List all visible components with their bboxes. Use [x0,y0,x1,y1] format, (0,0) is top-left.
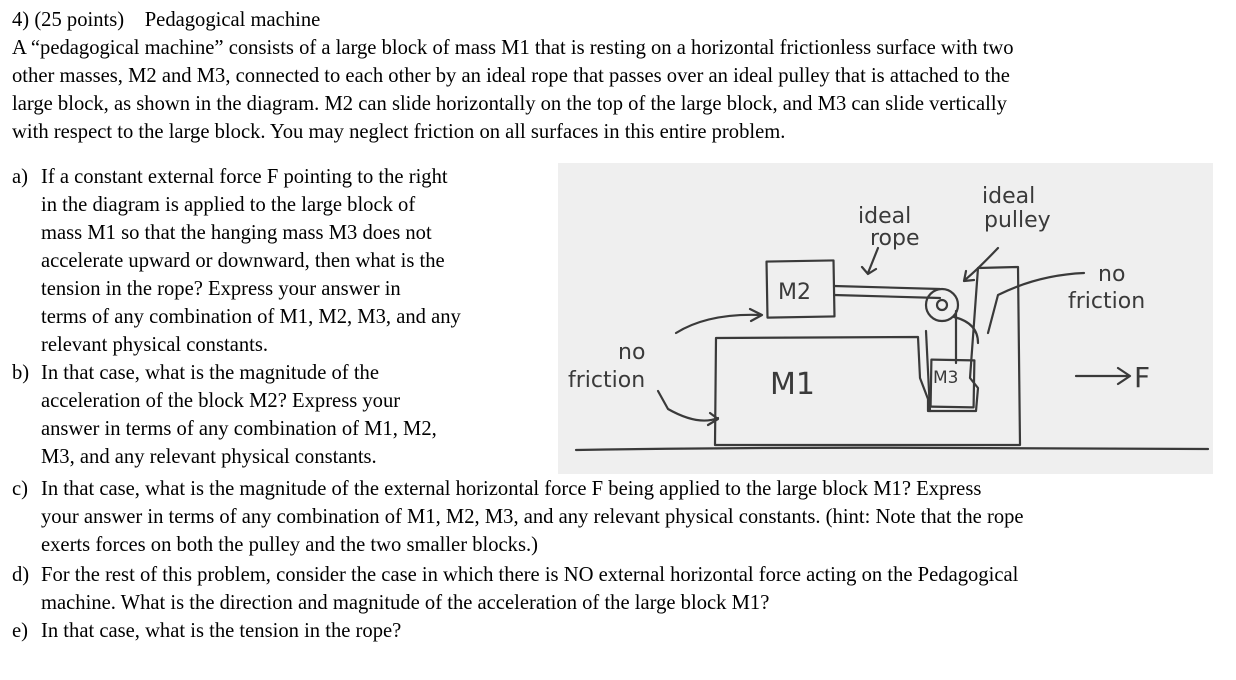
part-c-line-2: your answer in terms of any combination of M1, M2, M3, and any relevant physical constants. (hint: Note that the rope [41,506,1024,528]
part-b-line-2: acceleration of the block M2? Express your [41,390,401,412]
part-b-line-1: In that case, what is the magnitude of the [41,362,379,384]
part-a-label: a) [12,166,28,188]
part-a-line-6: terms of any combination of M1, M2, M3, and any [41,306,461,328]
part-a-line-2: in the diagram is applied to the large block of [41,194,416,216]
part-c-line-3: exerts forces on both the pulley and the two smaller blocks.) [41,534,538,556]
part-b-label: b) [12,362,30,384]
pedagogical-machine-diagram [558,163,1213,474]
problem-title: Pedagogical machine [144,9,321,31]
label-ideal-pulley-1: ideal [982,184,1036,209]
intro-line-4: with respect to the large block. You may neglect friction on all surfaces in this entire problem. [12,121,786,143]
part-a-line-3: mass M1 so that the hanging mass M3 does not [41,222,432,244]
problem-number: 4) [12,9,30,31]
label-m1: M1 [770,367,815,402]
part-e-line-1: In that case, what is the tension in the rope? [41,620,402,642]
problem-heading [12,6,320,34]
part-a-line-1: If a constant external force F pointing to the right [41,166,448,188]
part-c-line-1: In that case, what is the magnitude of the external horizontal force F being applied to the large block M1? Express [41,478,982,500]
label-no-friction-right-1: no [1098,262,1126,287]
label-m3: M3 [933,368,959,388]
label-ideal-rope-2: rope [870,226,920,251]
label-no-friction-left-2: friction [568,368,646,393]
label-no-friction-left-1: no [618,340,646,365]
part-d-line-1: For the rest of this problem, consider the case in which there is NO external horizontal force acting on the Pedagogical [41,564,1019,586]
label-ideal-rope-1: ideal [858,204,912,229]
part-b-line-4: M3, and any relevant physical constants. [41,446,377,468]
part-a-line-5: tension in the rope? Express your answer in [41,278,401,300]
part-a-line-4: accelerate upward or downward, then what is the [41,250,445,272]
intro-line-2: other masses, M2 and M3, connected to each other by an ideal rope that passes over an ideal pulley that is attached to the [12,65,1010,87]
label-force: F [1134,361,1151,394]
label-m2: M2 [778,280,811,305]
part-d-line-2: machine. What is the direction and magnitude of the acceleration of the large block M1? [41,592,770,614]
part-a-line-7: relevant physical constants. [41,334,269,356]
problem-points: (25 points) [34,9,125,31]
label-ideal-pulley-2: pulley [984,208,1051,233]
part-c-label: c) [12,478,28,500]
intro-line-3: large block, as shown in the diagram. M2 can slide horizontally on the top of the large block, and M3 can slide vertically [12,93,1007,115]
label-no-friction-right-2: friction [1068,289,1146,314]
part-b-line-3: answer in terms of any combination of M1, M2, [41,418,437,440]
intro-line-1: A “pedagogical machine” consists of a large block of mass M1 that is resting on a horizontal frictionless surface with two [12,37,1014,59]
part-d-label: d) [12,564,30,586]
part-e-label: e) [12,620,28,642]
